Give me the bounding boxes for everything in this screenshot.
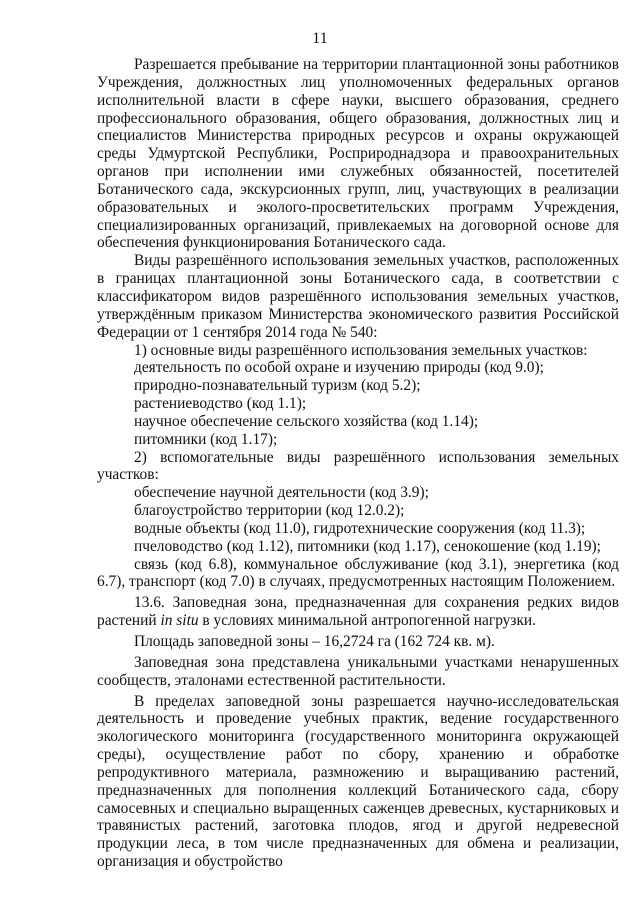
list-item: пчеловодство (код 1.12), питомники (код 1.17), сенокошение (код 1.19); — [134, 537, 601, 555]
paragraph-reserve-zone-permitted: В пределах заповедной зоны разрешается научно-исследовательская деятельность и проведение учебных практик, ведение государственного экологического мониторинга (государственного мониторинга окружающей среды), осуществление работ по сбору, хранению и обработке репродуктивного материала, размножению и выращиванию растений, предназначенных для пополнения коллекций Ботанического сада, сбору самосевных и специально выращенных саженцев древесных, кустарниковых и травянистых растений, заготовка плодов, ягод и другой недревесной продукции леса, в том числе предназначенных для обмена и реализации, организация и обустройство — [97, 692, 619, 871]
in-situ-term: in situ — [160, 612, 199, 630]
paragraph-access-plantation-zone: Разрешается пребывание на территории плантационной зоны работников Учреждения, должностных лиц уполномоченных федеральных органов исполнительной власти в сфере науки, высшего образования, среднего профессионального образования, общего образования, должностных лиц и специалистов Министерства природных ресурсов и охраны окружающей среды Удмуртской Республики, Росприроднадзора и правоохранительных органов при исполнении ими служебных обязанностей, посетителей Ботанического сада, экскурсионных групп, лиц, участвующих в реализации образовательных и эколого-просветительских программ Учреждения, специализированных организаций, привлекаемых на договорной основе для обеспечения функционирования Ботанического сада. — [97, 56, 619, 252]
list-item: обеспечение научной деятельности (код 3.9); — [134, 484, 429, 502]
list-item: связь (код 6.8), коммунальное обслуживание (код 3.1), энергетика (код 6.7), транспорт (код 7.0) в случаях, предусмотренных настоящим Положением. — [97, 555, 619, 591]
list-heading-auxiliary-uses: 2) вспомогательные виды разрешённого использования земельных участков: — [97, 448, 619, 484]
list-heading-main-uses: 1) основные виды разрешённого использования земельных участков: — [134, 341, 588, 359]
reserve-zone-text-start: 13.6. Заповедная зона, предназначенная для сохранения редких видов растений — [97, 594, 619, 630]
paragraph-reserve-zone-description: Заповедная зона представлена уникальными участками ненарушенных сообществ, эталонами естественной растительности. — [97, 653, 619, 689]
document-body — [97, 56, 619, 871]
paragraph-reserve-zone-heading — [97, 594, 619, 630]
paragraph-reserve-zone-area: Площадь заповедной зоны – 16,2724 га (162 724 кв. м). — [134, 633, 495, 650]
list-item: научное обеспечение сельского хозяйства (код 1.14); — [134, 412, 479, 430]
paragraph-permitted-uses-intro: Виды разрешённого использования земельных участков, расположенных в границах плантационной зоны Ботанического сада, в соответствии с классификатором видов разрешённого использования земельных участков, утверждённым приказом Министерства экономического развития Российской Федерации от 1 сентября 2014 года № 540: — [97, 252, 619, 341]
list-item: благоустройство территории (код 12.0.2); — [134, 502, 405, 520]
page-number: 11 — [312, 30, 328, 47]
list-item: питомники (код 1.17); — [134, 430, 278, 448]
list-item: деятельность по особой охране и изучению природы (код 9.0); — [134, 359, 544, 377]
list-item: природно-познавательный туризм (код 5.2); — [134, 377, 421, 395]
reserve-zone-text-end: в условиях минимальной антропогенной нагрузки. — [202, 612, 537, 630]
list-item: водные объекты (код 11.0), гидротехнические сооружения (код 11.3); — [134, 519, 586, 537]
list-item: растениеводство (код 1.1); — [134, 395, 307, 413]
